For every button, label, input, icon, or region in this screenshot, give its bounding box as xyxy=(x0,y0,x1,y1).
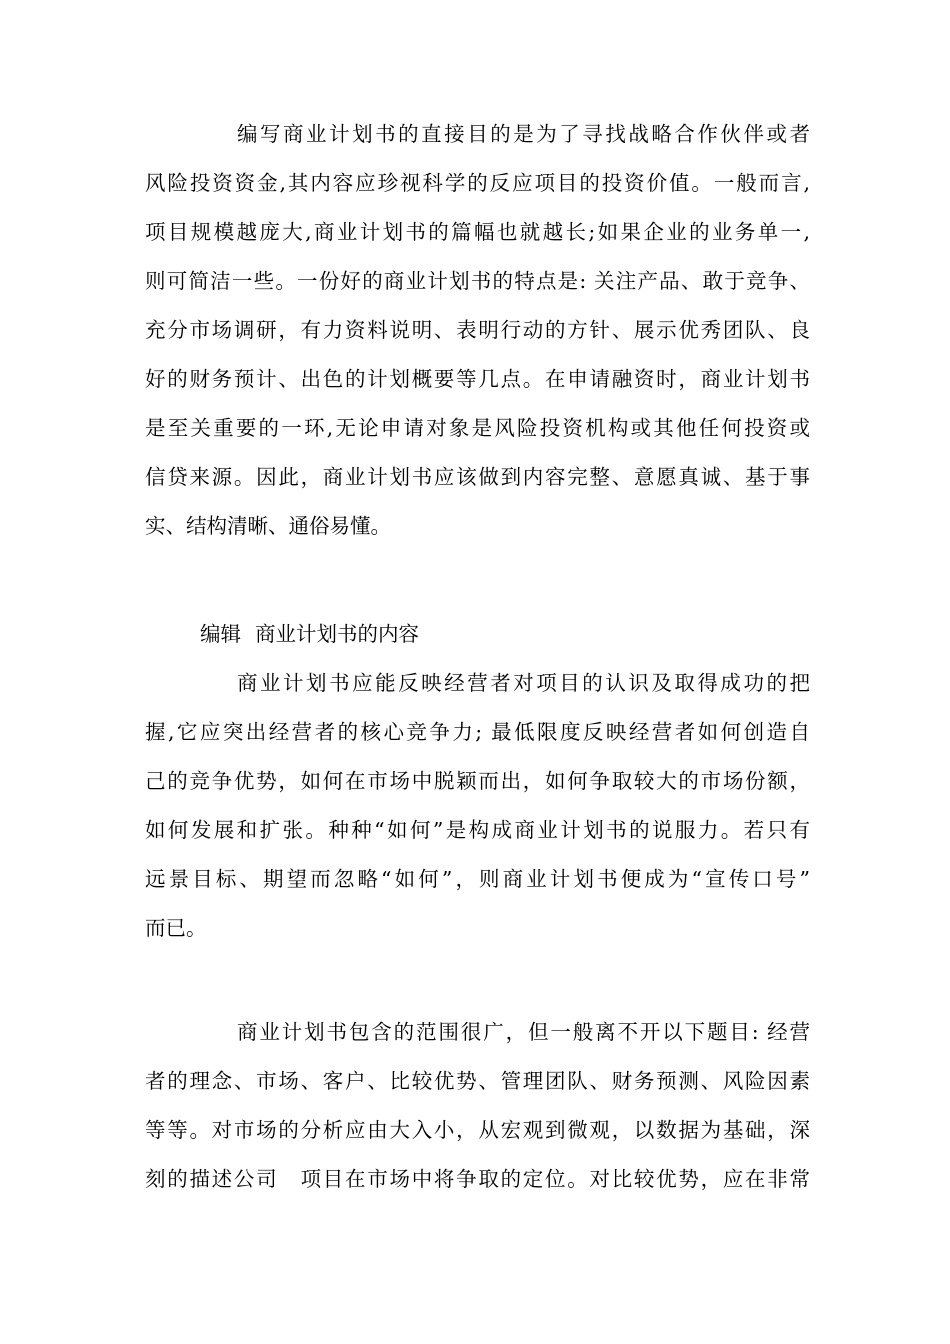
text-line: 己的竞争优势，如何在市场中脱颖而出，如何争取较大的市场份额， xyxy=(145,769,810,793)
text-line: 项目规模越庞大,商业计划书的篇幅也就越长;如果企业的业务单一, xyxy=(145,220,810,244)
text-line: 实、结构清晰、通俗易懂。 xyxy=(145,514,391,538)
edit-label[interactable]: 编辑 xyxy=(200,622,241,646)
text-line: 等等。对市场的分析应由大入小，从宏观到微观，以数据为基础，深 xyxy=(145,1118,810,1142)
paragraph-content xyxy=(145,659,810,953)
section-heading xyxy=(200,610,419,659)
text-line: 远景目标、期望而忽略“如何”，则商业计划书便成为“宣传口号” xyxy=(145,867,810,891)
text-line: 刻的描述公司 项目在市场中将争取的定位。对比较优势，应在非常 xyxy=(145,1167,810,1191)
paragraph-purpose xyxy=(145,110,810,551)
text-line: 充分市场调研，有力资料说明、表明行动的方针、展示优秀团队、良 xyxy=(145,318,810,342)
text-line: 握,它应突出经营者的核心竞争力; 最低限度反映经营者如何创造自 xyxy=(145,720,810,744)
text-line: 商业计划书包含的范围很广，但一般离不开以下题目: 经营 xyxy=(237,1020,810,1044)
text-line: 商业计划书应能反映经营者对项目的认识及取得成功的把 xyxy=(237,671,810,695)
text-line: 信贷来源。因此，商业计划书应该做到内容完整、意愿真诚、基于事 xyxy=(145,465,810,489)
paragraph-scope xyxy=(145,1008,810,1204)
text-line: 而已。 xyxy=(145,916,207,940)
text-line: 者的理念、市场、客户、比较优势、管理团队、财务预测、风险因素 xyxy=(145,1069,810,1093)
text-line: 是至关重要的一环,无论申请对象是风险投资机构或其他任何投资或 xyxy=(145,416,810,440)
section-title: 商业计划书的内容 xyxy=(255,622,419,646)
text-line: 则可简洁一些。一份好的商业计划书的特点是: 关注产品、敢于竞争、 xyxy=(145,269,810,293)
text-line: 如何发展和扩张。种种“如何”是构成商业计划书的说服力。若只有 xyxy=(145,818,810,842)
text-line: 编写商业计划书的直接目的是为了寻找战略合作伙伴或者 xyxy=(237,122,810,146)
text-line: 好的财务预计、出色的计划概要等几点。在申请融资时，商业计划书 xyxy=(145,367,810,391)
text-line: 风险投资资金,其内容应珍视科学的反应项目的投资价值。一般而言, xyxy=(145,171,810,195)
